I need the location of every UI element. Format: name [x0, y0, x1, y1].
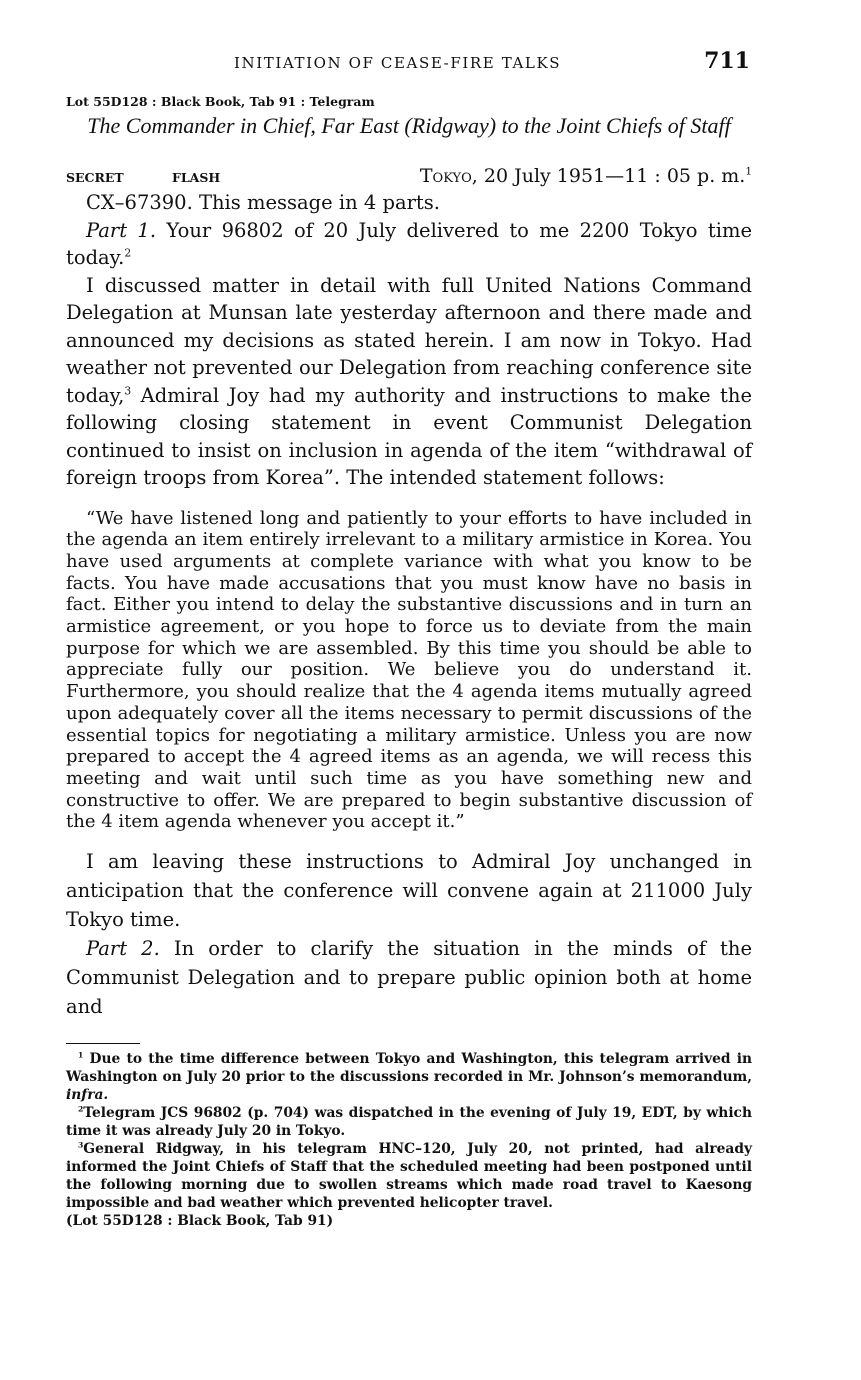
footnote-ref-1: 1 — [745, 165, 752, 178]
part1-paragraph — [66, 217, 752, 272]
footnote-1-number: 1 — [78, 1050, 84, 1060]
footnote-3 — [66, 1140, 752, 1212]
part1-text: Your 96802 of 20 July delivered to me 2200 Tokyo time today. — [66, 218, 752, 269]
footnote-1-text: Due to the time difference between Tokyo and Washington, this telegram arrived in Washington on July 20 prior to the discussions recorded in Mr. Johnson’s memorandum, — [66, 1051, 752, 1086]
footnote-1 — [66, 1050, 752, 1104]
footnote-ref-2: 2 — [124, 246, 132, 260]
instructions-paragraph: I am leaving these instructions to Admiral Joy unchanged in anticipation that the conference will convene again at 211000 July Tokyo time. — [66, 850, 752, 932]
page-number: 711 — [704, 48, 750, 74]
footnote-3-source: (Lot 55D128 : Black Book, Tab 91) — [66, 1213, 334, 1230]
footnote-ref-3: 3 — [124, 384, 132, 397]
source-line: Lot 55D128 : Black Book, Tab 91 : Telegram — [66, 94, 375, 109]
footnote-2-number: 2 — [78, 1104, 84, 1114]
footnote-2-text: Telegram JCS 96802 (p. 704) was dispatched in the evening of July 19, EDT, by which time it was already July 20 in Tokyo. — [66, 1105, 752, 1140]
footnote-1-infra: infra. — [66, 1087, 109, 1104]
part1-label: Part 1. — [86, 218, 157, 242]
discussion-text-b: Admiral Joy had my authority and instructions to make the following closing statement in event Communist Delegation continued to insist on inclusion in agenda of the item “withdrawal of foreign troops from Korea”. The intended statement follows: — [66, 383, 752, 489]
document-page — [66, 40, 752, 1230]
running-title: INITIATION OF CEASE-FIRE TALKS — [234, 54, 562, 72]
discussion-paragraph — [66, 272, 752, 492]
part2-label: Part 2. — [86, 937, 160, 961]
document-title: The Commander in Chief, Far East (Ridgway) to the Joint Chiefs of Staff — [87, 113, 731, 138]
part2-text: In order to clarify the situation in the minds of the Communist Delegation and to prepare public opinion both at home and — [66, 937, 752, 1019]
precedence: FLASH — [172, 170, 221, 185]
dateline — [420, 165, 752, 187]
dateline-date: 20 July 1951—11 : 05 p. m. — [483, 165, 746, 187]
page-header — [66, 40, 752, 80]
footnote-3-text: General Ridgway, in his telegram HNC–120, July 20, not printed, had already informed the Joint Chiefs of Staff that the scheduled meeting had been postponed until the following morning due to swollen streams which made road travel to Kaesong impossible and bad weather which prevented helicopter travel. — [66, 1141, 752, 1212]
dateline-place: Tokyo, — [419, 165, 478, 187]
discussion-text-a: I discussed matter in detail with full United Nations Command Delegation at Munsan late yesterday afternoon and there made and announced my decisions as stated herein. I am now in Tokyo. Had weather not prevented our Delegation from reaching conference site today, — [66, 273, 752, 407]
footnote-3-number: 3 — [78, 1140, 84, 1150]
footnotes — [66, 1050, 752, 1230]
classification: SECRET — [66, 170, 124, 185]
quoted-statement: “We have listened long and patiently to your efforts to have included in the agenda an item entirely irrelevant to a military armistice in Korea. You have used arguments at complete variance with what you know to be facts. You have made accusations that you must know have no basis in fact. Either you intend to delay the substantive discussions and in turn an armistice agreement, or you hope to force us to deviate from the main purpose for which we are assembled. By this time you should be able to appreciate fully our position. We believe you do understand it. Furthermore, you should realize that the 4 agenda items mutually agreed upon adequately cover all the items necessary to permit discussions of the essential topics for negotiating a military armistice. Unless you are now prepared to accept the 4 agreed items as an agenda, we will recess this meeting and wait until such time as you have something new and constructive to offer. We are prepared to begin substantive discussion of the 4 item agenda whenever you accept it.” — [66, 507, 752, 833]
part2-paragraph — [66, 934, 752, 1021]
message-id-paragraph: CX–67390. This message in 4 parts. — [86, 191, 440, 214]
telegram-meta — [66, 165, 752, 189]
footnote-divider — [66, 1043, 140, 1044]
footnote-2 — [66, 1104, 752, 1140]
